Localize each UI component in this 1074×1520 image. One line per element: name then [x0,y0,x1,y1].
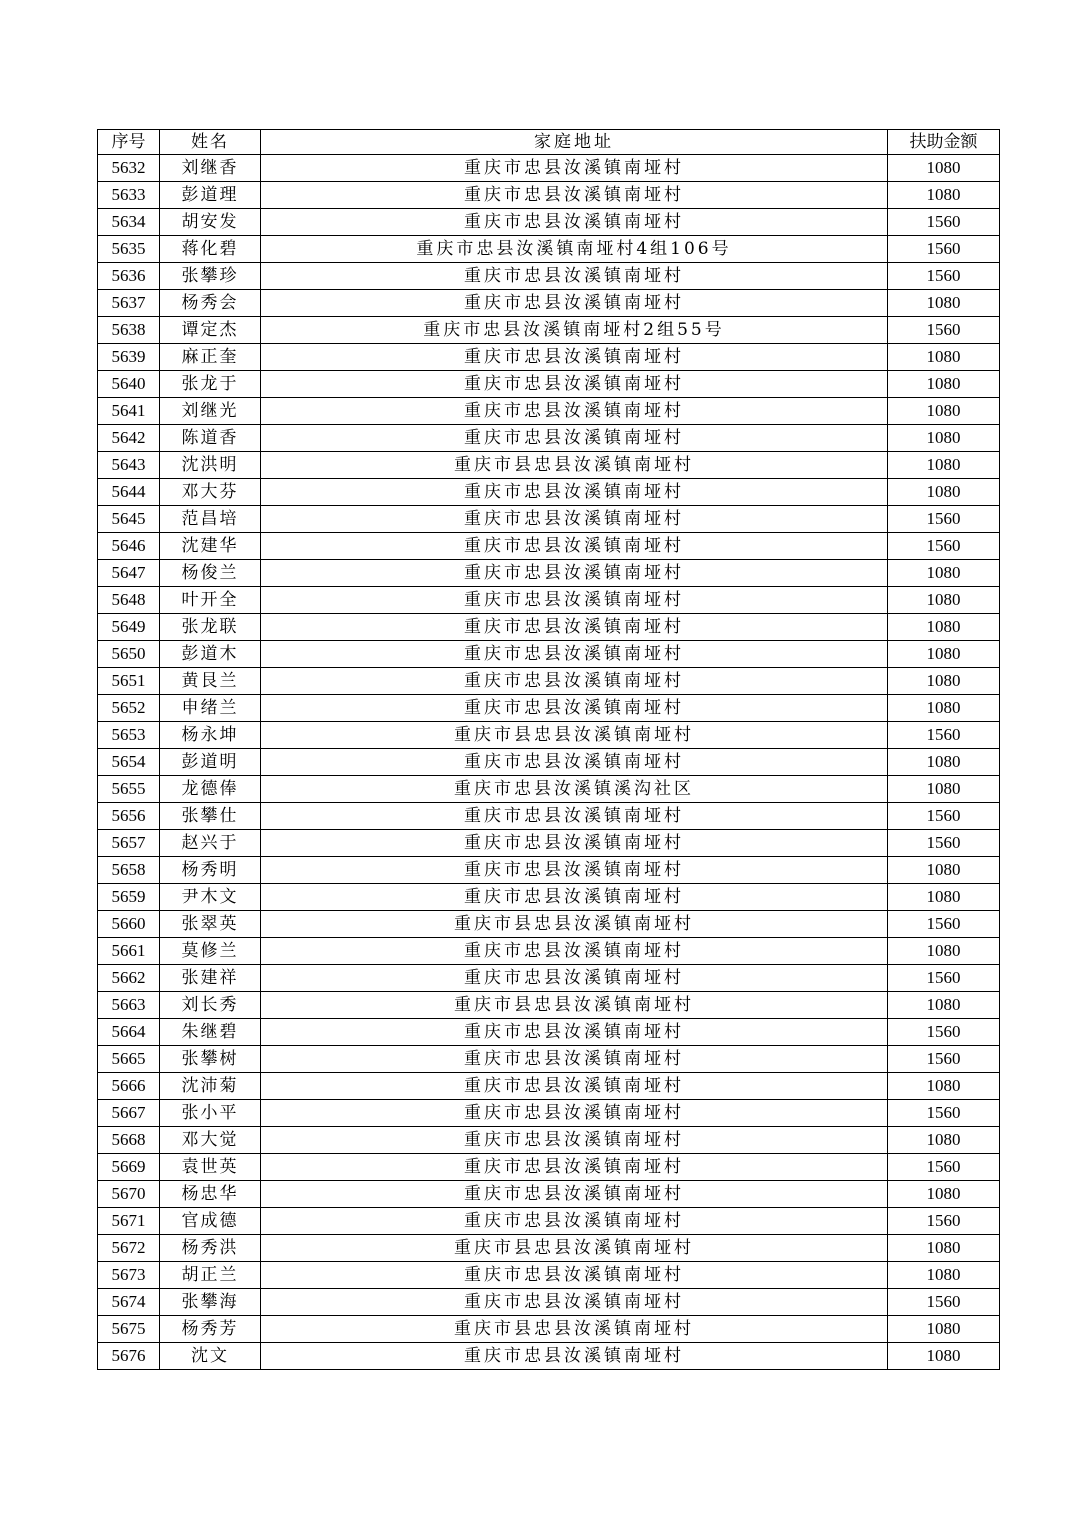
cell-serial-number: 5674 [98,1289,160,1316]
table-row [98,857,1000,884]
table-row [98,1316,1000,1343]
table-row [98,317,1000,344]
cell-name: 黄艮兰 [160,668,261,695]
cell-serial-number: 5648 [98,587,160,614]
cell-serial-number: 5647 [98,560,160,587]
cell-name: 张龙于 [160,371,261,398]
cell-amount: 1560 [888,209,1000,236]
table-row [98,506,1000,533]
cell-amount: 1080 [888,398,1000,425]
cell-name: 沈文 [160,1343,261,1370]
cell-name: 沈建华 [160,533,261,560]
cell-address: 重庆市县忠县汝溪镇南垭村 [261,1316,888,1343]
cell-amount: 1080 [888,695,1000,722]
cell-address: 重庆市忠县汝溪镇南垭村 [261,1343,888,1370]
cell-serial-number: 5650 [98,641,160,668]
cell-serial-number: 5659 [98,884,160,911]
table-row [98,1289,1000,1316]
cell-address: 重庆市忠县汝溪镇南垭村 [261,668,888,695]
cell-serial-number: 5651 [98,668,160,695]
table-row [98,1208,1000,1235]
table-row [98,992,1000,1019]
cell-serial-number: 5656 [98,803,160,830]
cell-amount: 1080 [888,371,1000,398]
cell-name: 谭定杰 [160,317,261,344]
cell-serial-number: 5668 [98,1127,160,1154]
cell-name: 彭道木 [160,641,261,668]
table-row [98,749,1000,776]
cell-amount: 1080 [888,155,1000,182]
table-row [98,155,1000,182]
table-row [98,1073,1000,1100]
cell-amount: 1080 [888,1316,1000,1343]
cell-amount: 1080 [888,857,1000,884]
cell-amount: 1560 [888,911,1000,938]
cell-address: 重庆市忠县汝溪镇南垭村 [261,830,888,857]
cell-amount: 1560 [888,506,1000,533]
cell-name: 张攀树 [160,1046,261,1073]
cell-serial-number: 5645 [98,506,160,533]
cell-address: 重庆市忠县汝溪镇南垭村 [261,1019,888,1046]
cell-serial-number: 5655 [98,776,160,803]
cell-serial-number: 5673 [98,1262,160,1289]
cell-address: 重庆市县忠县汝溪镇南垭村 [261,1235,888,1262]
cell-address: 重庆市忠县汝溪镇南垭村 [261,857,888,884]
cell-serial-number: 5636 [98,263,160,290]
cell-name: 邓大觉 [160,1127,261,1154]
cell-name: 张攀仕 [160,803,261,830]
cell-address: 重庆市忠县汝溪镇南垭村 [261,398,888,425]
cell-serial-number: 5634 [98,209,160,236]
table-row [98,290,1000,317]
cell-serial-number: 5658 [98,857,160,884]
cell-amount: 1080 [888,1262,1000,1289]
cell-address: 重庆市忠县汝溪镇南垭村 [261,1154,888,1181]
cell-amount: 1560 [888,1289,1000,1316]
cell-serial-number: 5642 [98,425,160,452]
cell-serial-number: 5671 [98,1208,160,1235]
cell-name: 张攀海 [160,1289,261,1316]
cell-address: 重庆市忠县汝溪镇南垭村4组106号 [261,236,888,263]
cell-name: 刘继光 [160,398,261,425]
cell-amount: 1560 [888,533,1000,560]
cell-address: 重庆市忠县汝溪镇南垭村 [261,560,888,587]
cell-name: 杨永坤 [160,722,261,749]
cell-address: 重庆市县忠县汝溪镇南垭村 [261,992,888,1019]
cell-name: 尹木文 [160,884,261,911]
table-row [98,263,1000,290]
table-row [98,452,1000,479]
cell-address: 重庆市忠县汝溪镇南垭村 [261,884,888,911]
table-row [98,668,1000,695]
cell-address: 重庆市忠县汝溪镇南垭村 [261,803,888,830]
table-row [98,1181,1000,1208]
table-row [98,803,1000,830]
cell-name: 彭道理 [160,182,261,209]
header-row [98,130,1000,155]
cell-address: 重庆市忠县汝溪镇南垭村 [261,1073,888,1100]
cell-serial-number: 5639 [98,344,160,371]
cell-amount: 1080 [888,1073,1000,1100]
cell-amount: 1560 [888,1100,1000,1127]
cell-address: 重庆市忠县汝溪镇南垭村 [261,182,888,209]
table-row [98,965,1000,992]
table-row [98,236,1000,263]
table-header [98,130,1000,155]
table-row [98,1154,1000,1181]
cell-serial-number: 5675 [98,1316,160,1343]
cell-address: 重庆市忠县汝溪镇南垭村 [261,1289,888,1316]
cell-serial-number: 5662 [98,965,160,992]
cell-name: 赵兴于 [160,830,261,857]
cell-name: 朱继碧 [160,1019,261,1046]
cell-amount: 1080 [888,182,1000,209]
cell-address: 重庆市忠县汝溪镇南垭村 [261,695,888,722]
cell-address: 重庆市忠县汝溪镇南垭村 [261,1262,888,1289]
cell-amount: 1080 [888,749,1000,776]
cell-address: 重庆市忠县汝溪镇南垭村 [261,506,888,533]
cell-serial-number: 5657 [98,830,160,857]
cell-address: 重庆市忠县汝溪镇南垭村 [261,209,888,236]
cell-serial-number: 5666 [98,1073,160,1100]
cell-amount: 1080 [888,452,1000,479]
cell-name: 杨秀洪 [160,1235,261,1262]
cell-address: 重庆市忠县汝溪镇南垭村 [261,641,888,668]
cell-serial-number: 5672 [98,1235,160,1262]
cell-amount: 1080 [888,560,1000,587]
cell-address: 重庆市忠县汝溪镇南垭村 [261,155,888,182]
cell-address: 重庆市忠县汝溪镇南垭村 [261,749,888,776]
cell-amount: 1560 [888,1208,1000,1235]
subsidy-table [97,129,1000,1370]
cell-amount: 1560 [888,317,1000,344]
cell-name: 蒋化碧 [160,236,261,263]
cell-name: 刘继香 [160,155,261,182]
table-row [98,830,1000,857]
cell-amount: 1080 [888,776,1000,803]
table-row [98,533,1000,560]
header-name: 姓名 [160,130,261,155]
table-row [98,1127,1000,1154]
cell-address: 重庆市县忠县汝溪镇南垭村 [261,452,888,479]
cell-amount: 1560 [888,1154,1000,1181]
cell-address: 重庆市忠县汝溪镇南垭村 [261,344,888,371]
cell-address: 重庆市忠县汝溪镇南垭村2组55号 [261,317,888,344]
cell-address: 重庆市县忠县汝溪镇南垭村 [261,911,888,938]
cell-amount: 1080 [888,1235,1000,1262]
cell-serial-number: 5664 [98,1019,160,1046]
cell-name: 胡安发 [160,209,261,236]
cell-address: 重庆市忠县汝溪镇南垭村 [261,587,888,614]
cell-amount: 1560 [888,722,1000,749]
cell-name: 张龙联 [160,614,261,641]
cell-address: 重庆市忠县汝溪镇南垭村 [261,1100,888,1127]
cell-amount: 1080 [888,614,1000,641]
cell-name: 张攀珍 [160,263,261,290]
cell-serial-number: 5638 [98,317,160,344]
cell-serial-number: 5676 [98,1343,160,1370]
cell-serial-number: 5663 [98,992,160,1019]
cell-serial-number: 5644 [98,479,160,506]
cell-amount: 1560 [888,830,1000,857]
cell-name: 张建祥 [160,965,261,992]
cell-serial-number: 5646 [98,533,160,560]
cell-amount: 1560 [888,965,1000,992]
cell-amount: 1080 [888,884,1000,911]
cell-address: 重庆市忠县汝溪镇南垭村 [261,1046,888,1073]
cell-serial-number: 5643 [98,452,160,479]
cell-serial-number: 5641 [98,398,160,425]
table-row [98,398,1000,425]
cell-serial-number: 5667 [98,1100,160,1127]
cell-address: 重庆市忠县汝溪镇南垭村 [261,965,888,992]
cell-name: 杨俊兰 [160,560,261,587]
table-row [98,911,1000,938]
cell-address: 重庆市忠县汝溪镇南垭村 [261,263,888,290]
cell-serial-number: 5669 [98,1154,160,1181]
cell-serial-number: 5670 [98,1181,160,1208]
cell-address: 重庆市忠县汝溪镇溪沟社区 [261,776,888,803]
cell-address: 重庆市忠县汝溪镇南垭村 [261,479,888,506]
cell-name: 杨秀芳 [160,1316,261,1343]
cell-serial-number: 5654 [98,749,160,776]
cell-address: 重庆市忠县汝溪镇南垭村 [261,1181,888,1208]
cell-name: 杨秀明 [160,857,261,884]
cell-amount: 1080 [888,1181,1000,1208]
cell-name: 刘长秀 [160,992,261,1019]
cell-amount: 1080 [888,344,1000,371]
table-row [98,209,1000,236]
cell-name: 袁世英 [160,1154,261,1181]
cell-serial-number: 5653 [98,722,160,749]
cell-serial-number: 5640 [98,371,160,398]
cell-serial-number: 5660 [98,911,160,938]
cell-amount: 1080 [888,1127,1000,1154]
table-row [98,479,1000,506]
cell-amount: 1560 [888,236,1000,263]
table-row [98,1019,1000,1046]
table-row [98,425,1000,452]
cell-amount: 1080 [888,290,1000,317]
cell-amount: 1080 [888,668,1000,695]
cell-serial-number: 5633 [98,182,160,209]
cell-amount: 1080 [888,587,1000,614]
cell-serial-number: 5652 [98,695,160,722]
cell-name: 麻正奎 [160,344,261,371]
cell-name: 沈沛菊 [160,1073,261,1100]
cell-serial-number: 5637 [98,290,160,317]
cell-address: 重庆市忠县汝溪镇南垭村 [261,1127,888,1154]
cell-name: 彭道明 [160,749,261,776]
table-row [98,938,1000,965]
header-address: 家庭地址 [261,130,888,155]
table-row [98,641,1000,668]
cell-name: 张小平 [160,1100,261,1127]
cell-name: 申绪兰 [160,695,261,722]
cell-amount: 1080 [888,641,1000,668]
cell-amount: 1080 [888,992,1000,1019]
cell-amount: 1080 [888,425,1000,452]
cell-name: 张翠英 [160,911,261,938]
table-body [98,155,1000,1370]
cell-amount: 1080 [888,938,1000,965]
cell-address: 重庆市忠县汝溪镇南垭村 [261,290,888,317]
cell-name: 龙德俸 [160,776,261,803]
table-row [98,614,1000,641]
table-row [98,695,1000,722]
cell-name: 胡正兰 [160,1262,261,1289]
cell-amount: 1560 [888,803,1000,830]
header-amount: 扶助金额 [888,130,1000,155]
table-row [98,344,1000,371]
cell-name: 沈洪明 [160,452,261,479]
cell-serial-number: 5632 [98,155,160,182]
table-row [98,182,1000,209]
cell-amount: 1080 [888,479,1000,506]
cell-serial-number: 5665 [98,1046,160,1073]
cell-name: 杨忠华 [160,1181,261,1208]
cell-address: 重庆市忠县汝溪镇南垭村 [261,938,888,965]
table-row [98,884,1000,911]
cell-serial-number: 5661 [98,938,160,965]
cell-name: 官成德 [160,1208,261,1235]
cell-name: 邓大芬 [160,479,261,506]
table-row [98,1046,1000,1073]
table-row [98,1262,1000,1289]
header-serial-number: 序号 [98,130,160,155]
cell-name: 杨秀会 [160,290,261,317]
cell-serial-number: 5635 [98,236,160,263]
cell-address: 重庆市忠县汝溪镇南垭村 [261,425,888,452]
table-row [98,776,1000,803]
cell-amount: 1560 [888,1019,1000,1046]
cell-serial-number: 5649 [98,614,160,641]
cell-amount: 1560 [888,1046,1000,1073]
cell-address: 重庆市忠县汝溪镇南垭村 [261,371,888,398]
table-row [98,1100,1000,1127]
cell-name: 陈道香 [160,425,261,452]
cell-address: 重庆市忠县汝溪镇南垭村 [261,614,888,641]
cell-address: 重庆市忠县汝溪镇南垭村 [261,533,888,560]
table-row [98,722,1000,749]
cell-amount: 1560 [888,263,1000,290]
cell-address: 重庆市县忠县汝溪镇南垭村 [261,722,888,749]
table-row [98,1343,1000,1370]
table-row [98,371,1000,398]
cell-name: 范昌培 [160,506,261,533]
cell-address: 重庆市忠县汝溪镇南垭村 [261,1208,888,1235]
cell-name: 莫修兰 [160,938,261,965]
table-row [98,560,1000,587]
cell-amount: 1080 [888,1343,1000,1370]
table-row [98,587,1000,614]
table-row [98,1235,1000,1262]
cell-name: 叶开全 [160,587,261,614]
